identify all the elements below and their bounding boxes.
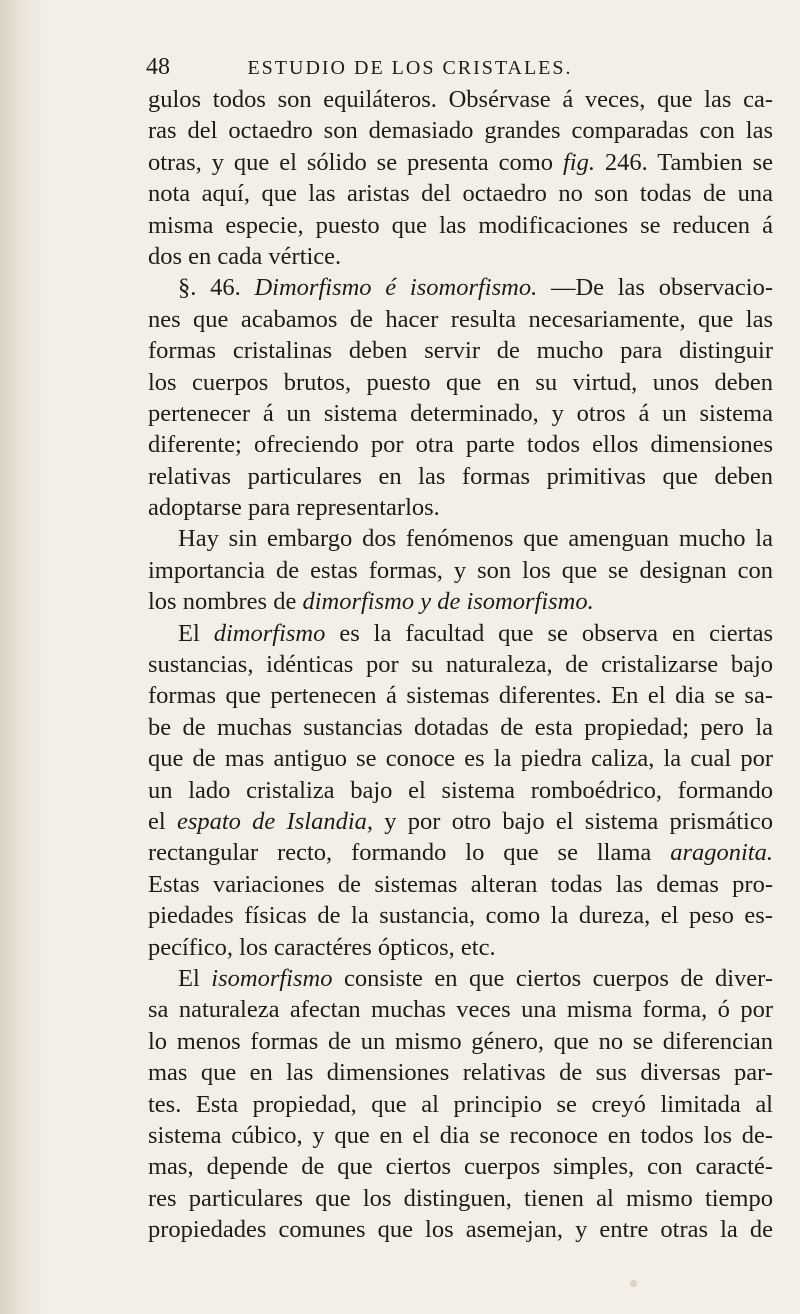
text-line bbox=[148, 1089, 773, 1120]
text-run: adoptarse para representarlos. bbox=[148, 494, 440, 522]
text-line bbox=[148, 429, 773, 460]
text-line bbox=[148, 618, 773, 649]
text-run: un lado cristaliza bajo el sistema romboédrico, formando bbox=[148, 776, 773, 804]
text-run: sa naturaleza afectan muchas veces una misma forma, ó por bbox=[148, 996, 773, 1024]
text-run: lo menos formas de un mismo género, que no se diferencian bbox=[148, 1027, 773, 1055]
text-run: propiedades comunes que los asemejan, y entre otras la de bbox=[148, 1216, 773, 1244]
text-line bbox=[148, 1057, 773, 1088]
body-text bbox=[148, 84, 773, 1245]
text-line bbox=[148, 1120, 773, 1151]
text-run: los nombres de bbox=[148, 588, 303, 616]
text-line bbox=[148, 680, 773, 711]
text-line bbox=[148, 1214, 773, 1245]
text-line bbox=[148, 492, 773, 523]
text-run: §. 46. bbox=[178, 274, 255, 302]
text-run: otras, y que el sólido se presenta como bbox=[148, 148, 563, 176]
text-run: be de muchas sustancias dotadas de esta propiedad; pero la bbox=[148, 713, 773, 741]
text-line bbox=[148, 555, 773, 586]
text-line bbox=[148, 963, 773, 994]
text-line bbox=[148, 335, 773, 366]
text-run: Hay sin embargo dos fenómenos que amenguan mucho la bbox=[178, 525, 773, 553]
text-run: relativas particulares en las formas primitivas que deben bbox=[148, 462, 773, 490]
text-run: gulos todos son equiláteros. Obsérvase á veces, que las ca- bbox=[148, 86, 773, 113]
text-run: sustancias, idénticas por su naturaleza, de cristalizarse bajo bbox=[148, 651, 773, 679]
text-line bbox=[148, 775, 773, 806]
text-line bbox=[148, 84, 773, 115]
italic-text: Dimorfismo é isomorfismo. bbox=[254, 274, 538, 302]
text-line bbox=[148, 210, 773, 241]
text-run: res particulares que los distinguen, tienen al mismo tiempo bbox=[148, 1184, 773, 1212]
italic-text: isomorfismo bbox=[211, 964, 333, 992]
italic-text: dimorfismo y de isomorfismo. bbox=[302, 588, 594, 616]
italic-text: dimorfismo bbox=[213, 619, 326, 647]
italic-text: aragonita. bbox=[670, 839, 773, 867]
text-run: pecífico, los caractéres ópticos, etc. bbox=[148, 933, 496, 961]
italic-text: fig. bbox=[562, 148, 595, 176]
text-run: 246. Tambien se bbox=[594, 148, 773, 176]
text-line bbox=[148, 869, 773, 900]
text-line bbox=[148, 461, 773, 492]
paper-stain bbox=[630, 1280, 637, 1287]
text-line bbox=[148, 304, 773, 335]
text-run: ras del octaedro son demasiado grandes comparadas con las bbox=[148, 117, 773, 145]
text-line bbox=[148, 398, 773, 429]
text-line bbox=[148, 712, 773, 743]
text-run: misma especie, puesto que las modificaciones se reducen á bbox=[148, 211, 773, 239]
text-run: mas que en las dimensiones relativas de sus diversas par- bbox=[148, 1059, 773, 1087]
text-line bbox=[148, 900, 773, 931]
text-line bbox=[148, 1151, 773, 1182]
text-line bbox=[148, 272, 773, 303]
text-line bbox=[148, 115, 773, 146]
text-run: dos en cada vértice. bbox=[148, 242, 342, 270]
text-line bbox=[148, 837, 773, 868]
text-line bbox=[148, 178, 773, 209]
text-run: Estas variaciones de sistemas alteran todas las demas pro- bbox=[148, 870, 773, 898]
page-binding-shadow bbox=[0, 0, 46, 1314]
text-line bbox=[148, 586, 773, 617]
text-run: importancia de estas formas, y son los que se designan con bbox=[148, 556, 773, 584]
text-run: El bbox=[178, 964, 212, 992]
text-run: tes. Esta propiedad, que al principio se creyó limitada al bbox=[148, 1090, 773, 1118]
italic-text: espato de Islandia, bbox=[176, 807, 373, 835]
text-run: mas, depende de que ciertos cuerpos simples, con caracté- bbox=[148, 1153, 773, 1181]
text-run: piedades físicas de la sustancia, como la dureza, el peso es- bbox=[148, 902, 773, 930]
text-line bbox=[148, 994, 773, 1025]
text-run: nota aquí, que las aristas del octaedro no son todas de una bbox=[148, 180, 773, 208]
text-run: —De las observacio- bbox=[537, 274, 773, 302]
page-number: 48 bbox=[146, 54, 170, 80]
running-head: ESTUDIO DE LOS CRISTALES. bbox=[247, 57, 573, 79]
text-run: el bbox=[148, 807, 177, 835]
text-line bbox=[148, 649, 773, 680]
text-line bbox=[148, 932, 773, 963]
text-run: que de mas antiguo se conoce es la piedra caliza, la cual por bbox=[148, 745, 773, 773]
text-run: nes que acabamos de hacer resulta necesariamente, que las bbox=[148, 305, 773, 333]
text-run: diferente; ofreciendo por otra parte todos ellos dimensiones bbox=[148, 431, 773, 459]
text-line bbox=[148, 806, 773, 837]
text-line bbox=[148, 1026, 773, 1057]
text-run: es la facultad que se observa en ciertas bbox=[325, 619, 773, 647]
text-line bbox=[148, 1183, 773, 1214]
text-run: pertenecer á un sistema determinado, y otros á un sistema bbox=[148, 399, 773, 427]
page-header bbox=[130, 54, 690, 88]
text-run: formas cristalinas deben servir de mucho para distinguir bbox=[148, 337, 773, 365]
text-run: rectangular recto, formando lo que se llama bbox=[148, 839, 671, 867]
text-line bbox=[148, 523, 773, 554]
text-line bbox=[148, 367, 773, 398]
text-line bbox=[148, 743, 773, 774]
text-line bbox=[148, 147, 773, 178]
text-line bbox=[148, 241, 773, 272]
text-run: los cuerpos brutos, puesto que en su virtud, unos deben bbox=[148, 368, 773, 396]
text-run: El bbox=[178, 619, 214, 647]
text-run: sistema cúbico, y que en el dia se reconoce en todos los de- bbox=[148, 1121, 773, 1149]
text-run: formas que pertenecen á sistemas diferentes. En el dia se sa- bbox=[148, 682, 773, 710]
text-run: consiste en que ciertos cuerpos de diver- bbox=[332, 964, 773, 992]
text-run: y por otro bajo el sistema prismático bbox=[373, 807, 773, 835]
